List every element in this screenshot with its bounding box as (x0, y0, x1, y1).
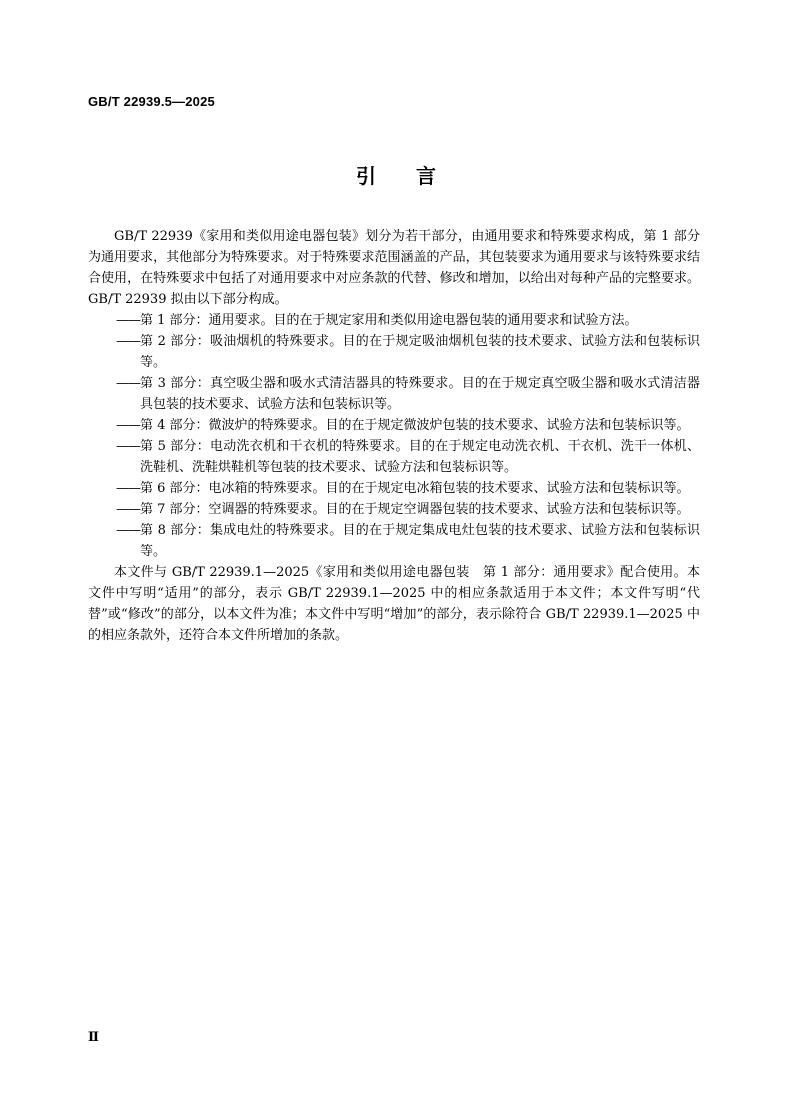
list-item (88, 415, 700, 436)
list-item (88, 478, 700, 499)
list-item (88, 331, 700, 373)
list-item-text: 第 3 部分：真空吸尘器和吸水式清洁器具的特殊要求。目的在于规定真空吸尘器和吸水式清洁器具包装的技术要求、试验方法和包装标识等。 (140, 376, 700, 412)
list-dash: —— (116, 523, 140, 538)
list-item (88, 520, 700, 562)
section-title (0, 160, 792, 189)
page-number: Ⅱ (88, 1030, 99, 1045)
title-char-2: 言 (416, 164, 436, 188)
list-item-text: 第 7 部分：空调器的特殊要求。目的在于规定空调器包装的技术要求、试验方法和包装标识等。 (140, 502, 690, 517)
intro-paragraph-1: GB/T 22939《家用和类似用途电器包装》划分为若干部分，由通用要求和特殊要求构成，第 1 部分为通用要求，其他部分为特殊要求。对于特殊要求范围涵盖的产品，其包装要求为通用要求与该特殊要求结合使用，在特殊要求中包括了对通用要求中对应条款的代替、修改和增加，以给出对每种产品的完整要求。GB/T 22939 拟由以下部分构成。 (88, 229, 700, 307)
list-item-text: 第 6 部分：电冰箱的特殊要求。目的在于规定电冰箱包装的技术要求、试验方法和包装标识等。 (140, 481, 690, 496)
list-dash: —— (116, 502, 140, 517)
list-dash: —— (116, 313, 140, 328)
document-code: GB/T 22939.5—2025 (88, 94, 215, 109)
introduction-body (88, 226, 700, 646)
list-dash: —— (116, 334, 140, 349)
list-item-text: 第 4 部分：微波炉的特殊要求。目的在于规定微波炉包装的技术要求、试验方法和包装标识等。 (140, 418, 690, 433)
list-item-text: 第 8 部分：集成电灶的特殊要求。目的在于规定集成电灶包装的技术要求、试验方法和包装标识等。 (140, 523, 700, 559)
title-char-1: 引 (356, 164, 376, 188)
list-dash: —— (116, 481, 140, 496)
list-item-text: 第 5 部分：电动洗衣机和干衣机的特殊要求。目的在于规定电动洗衣机、干衣机、洗干一体机、洗鞋机、洗鞋烘鞋机等包装的技术要求、试验方法和包装标识等。 (140, 439, 700, 475)
list-dash: —— (116, 439, 140, 454)
list-item (88, 310, 700, 331)
list-item-text: 第 2 部分：吸油烟机的特殊要求。目的在于规定吸油烟机包装的技术要求、试验方法和包装标识等。 (140, 334, 700, 370)
list-item (88, 436, 700, 478)
list-dash: —— (116, 418, 140, 433)
list-item-text: 第 1 部分：通用要求。目的在于规定家用和类似用途电器包装的通用要求和试验方法。 (140, 313, 638, 328)
list-dash: —— (116, 376, 140, 391)
list-item (88, 499, 700, 520)
list-item (88, 373, 700, 415)
intro-paragraph-2: 本文件与 GB/T 22939.1—2025《家用和类似用途电器包装 第 1 部分：通用要求》配合使用。本文件中写明“适用”的部分，表示 GB/T 22939.1—2025 中的相应条款适用于本文件；本文件写明“代替”或“修改”的部分，以本文件为准；本文件中写明“增加”的部分，表示除符合 GB/T 22939.1—2025 中的相应条款外，还符合本文件所增加的条款。 (88, 565, 700, 643)
